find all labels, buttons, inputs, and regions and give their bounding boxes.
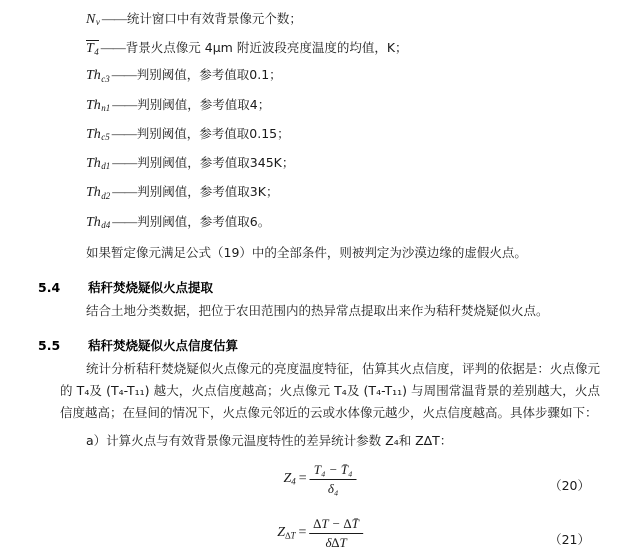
symbol-Thc3: $Th_{c3}$ (86, 68, 110, 84)
symbol-Thd1: $Th_{d1}$ (86, 156, 111, 172)
symbol-definitions-list (0, 0, 640, 238)
definition-text: 判别阈值，参考值取3K； (137, 184, 279, 200)
definition-item (86, 150, 600, 179)
heading-5-5 (38, 336, 600, 354)
definition-item (86, 179, 600, 208)
heading-5-4 (38, 278, 600, 296)
definition-item (86, 6, 600, 35)
paragraph-step-a: a）计算火点与有效背景像元温度特性的差异统计参数 Z₄和 Z∆T： (86, 432, 453, 448)
heading-number: 5.4 (38, 279, 61, 295)
definition-item (86, 209, 600, 238)
em-dash: —— (112, 96, 137, 112)
heading-title: 秸秆焚烧疑似火点提取 (88, 279, 214, 295)
symbol-T4-mean: $T_4$ (86, 41, 99, 57)
equation-20-row (40, 462, 600, 506)
definition-item (86, 121, 600, 150)
symbol-Thd2: $Th_{d2}$ (86, 185, 111, 201)
symbol-Thd4: $Th_{d4}$ (86, 214, 111, 230)
definition-item (86, 35, 600, 62)
heading-number: 5.5 (38, 337, 61, 353)
definition-text: 判别阈值，参考值取0.1； (136, 67, 282, 83)
em-dash: —— (111, 67, 136, 83)
equation-21-denominator: δ∆T (325, 534, 347, 550)
definition-text: 统计窗口中有效背景像元个数； (126, 11, 302, 26)
paragraph-desert-rule: 如果暂定像元满足公式（19）中的全部条件，则被判定为沙漠边缘的虚假火点。 (86, 244, 527, 260)
em-dash: —— (100, 40, 125, 56)
definition-text: 判别阈值，参考值取0.15； (136, 125, 290, 141)
definition-text: 背景火点像元 4μm 附近波段亮度温度的均值，K； (125, 40, 408, 56)
paragraph-5-5-body: 统计分析秸秆焚烧疑似火点像元的亮度温度特征，估算其火点信度，评判的依据是：火点像元的 T₄及 (T₄-T₁₁) 越大，火点信度越高；火点像元 T₄及 (T₄-T₁₁) 与周围常温背景的差别越大，火点信度越高；在昼间的情况下，火点像元邻近的云或水体像元越少，火点信度越高。具体步骤如下： (60, 360, 600, 420)
equation-21-fraction (309, 516, 362, 551)
em-dash: —— (112, 213, 137, 229)
equation-21-row (40, 516, 600, 560)
equation-20-numerator: T₄ − T̄₄ (310, 462, 357, 480)
equation-20-lhs: $Z_4$ (283, 471, 296, 487)
em-dash: —— (111, 125, 136, 141)
definition-item (86, 62, 600, 91)
equation-21-lhs: $Z_{\Delta T}$ (277, 525, 296, 541)
equals-sign: = (298, 525, 307, 541)
equation-21 (277, 516, 363, 551)
heading-title: 秸秆焚烧疑似火点信度估算 (88, 337, 239, 353)
symbol-Nv: $N_v$ (86, 12, 100, 28)
equation-20-number: （20） (549, 477, 590, 493)
symbol-Thn1: $Th_{n1}$ (86, 97, 111, 113)
definition-text: 判别阈值，参考值取345K； (137, 155, 295, 170)
definition-text: 判别阈值，参考值取4； (137, 96, 271, 112)
equation-21-numerator: ∆T − ∆T̄ (309, 516, 362, 534)
definition-text: 判别阈值，参考值取6。 (137, 213, 271, 229)
definition-item (86, 92, 600, 121)
em-dash: —— (112, 184, 137, 200)
equation-20 (284, 462, 357, 497)
symbol-Thc5: $Th_{c5}$ (86, 126, 110, 142)
paragraph-5-4-body: 结合土地分类数据，把位于农田范围内的热异常点提取出来作为秸秆焚烧疑似火点。 (86, 302, 549, 318)
equation-21-number: （21） (549, 531, 590, 547)
em-dash: —— (101, 11, 126, 26)
em-dash: —— (112, 155, 137, 170)
equals-sign: = (298, 471, 307, 487)
equation-20-denominator: δ₄ (327, 480, 339, 496)
equation-20-fraction (310, 462, 357, 497)
